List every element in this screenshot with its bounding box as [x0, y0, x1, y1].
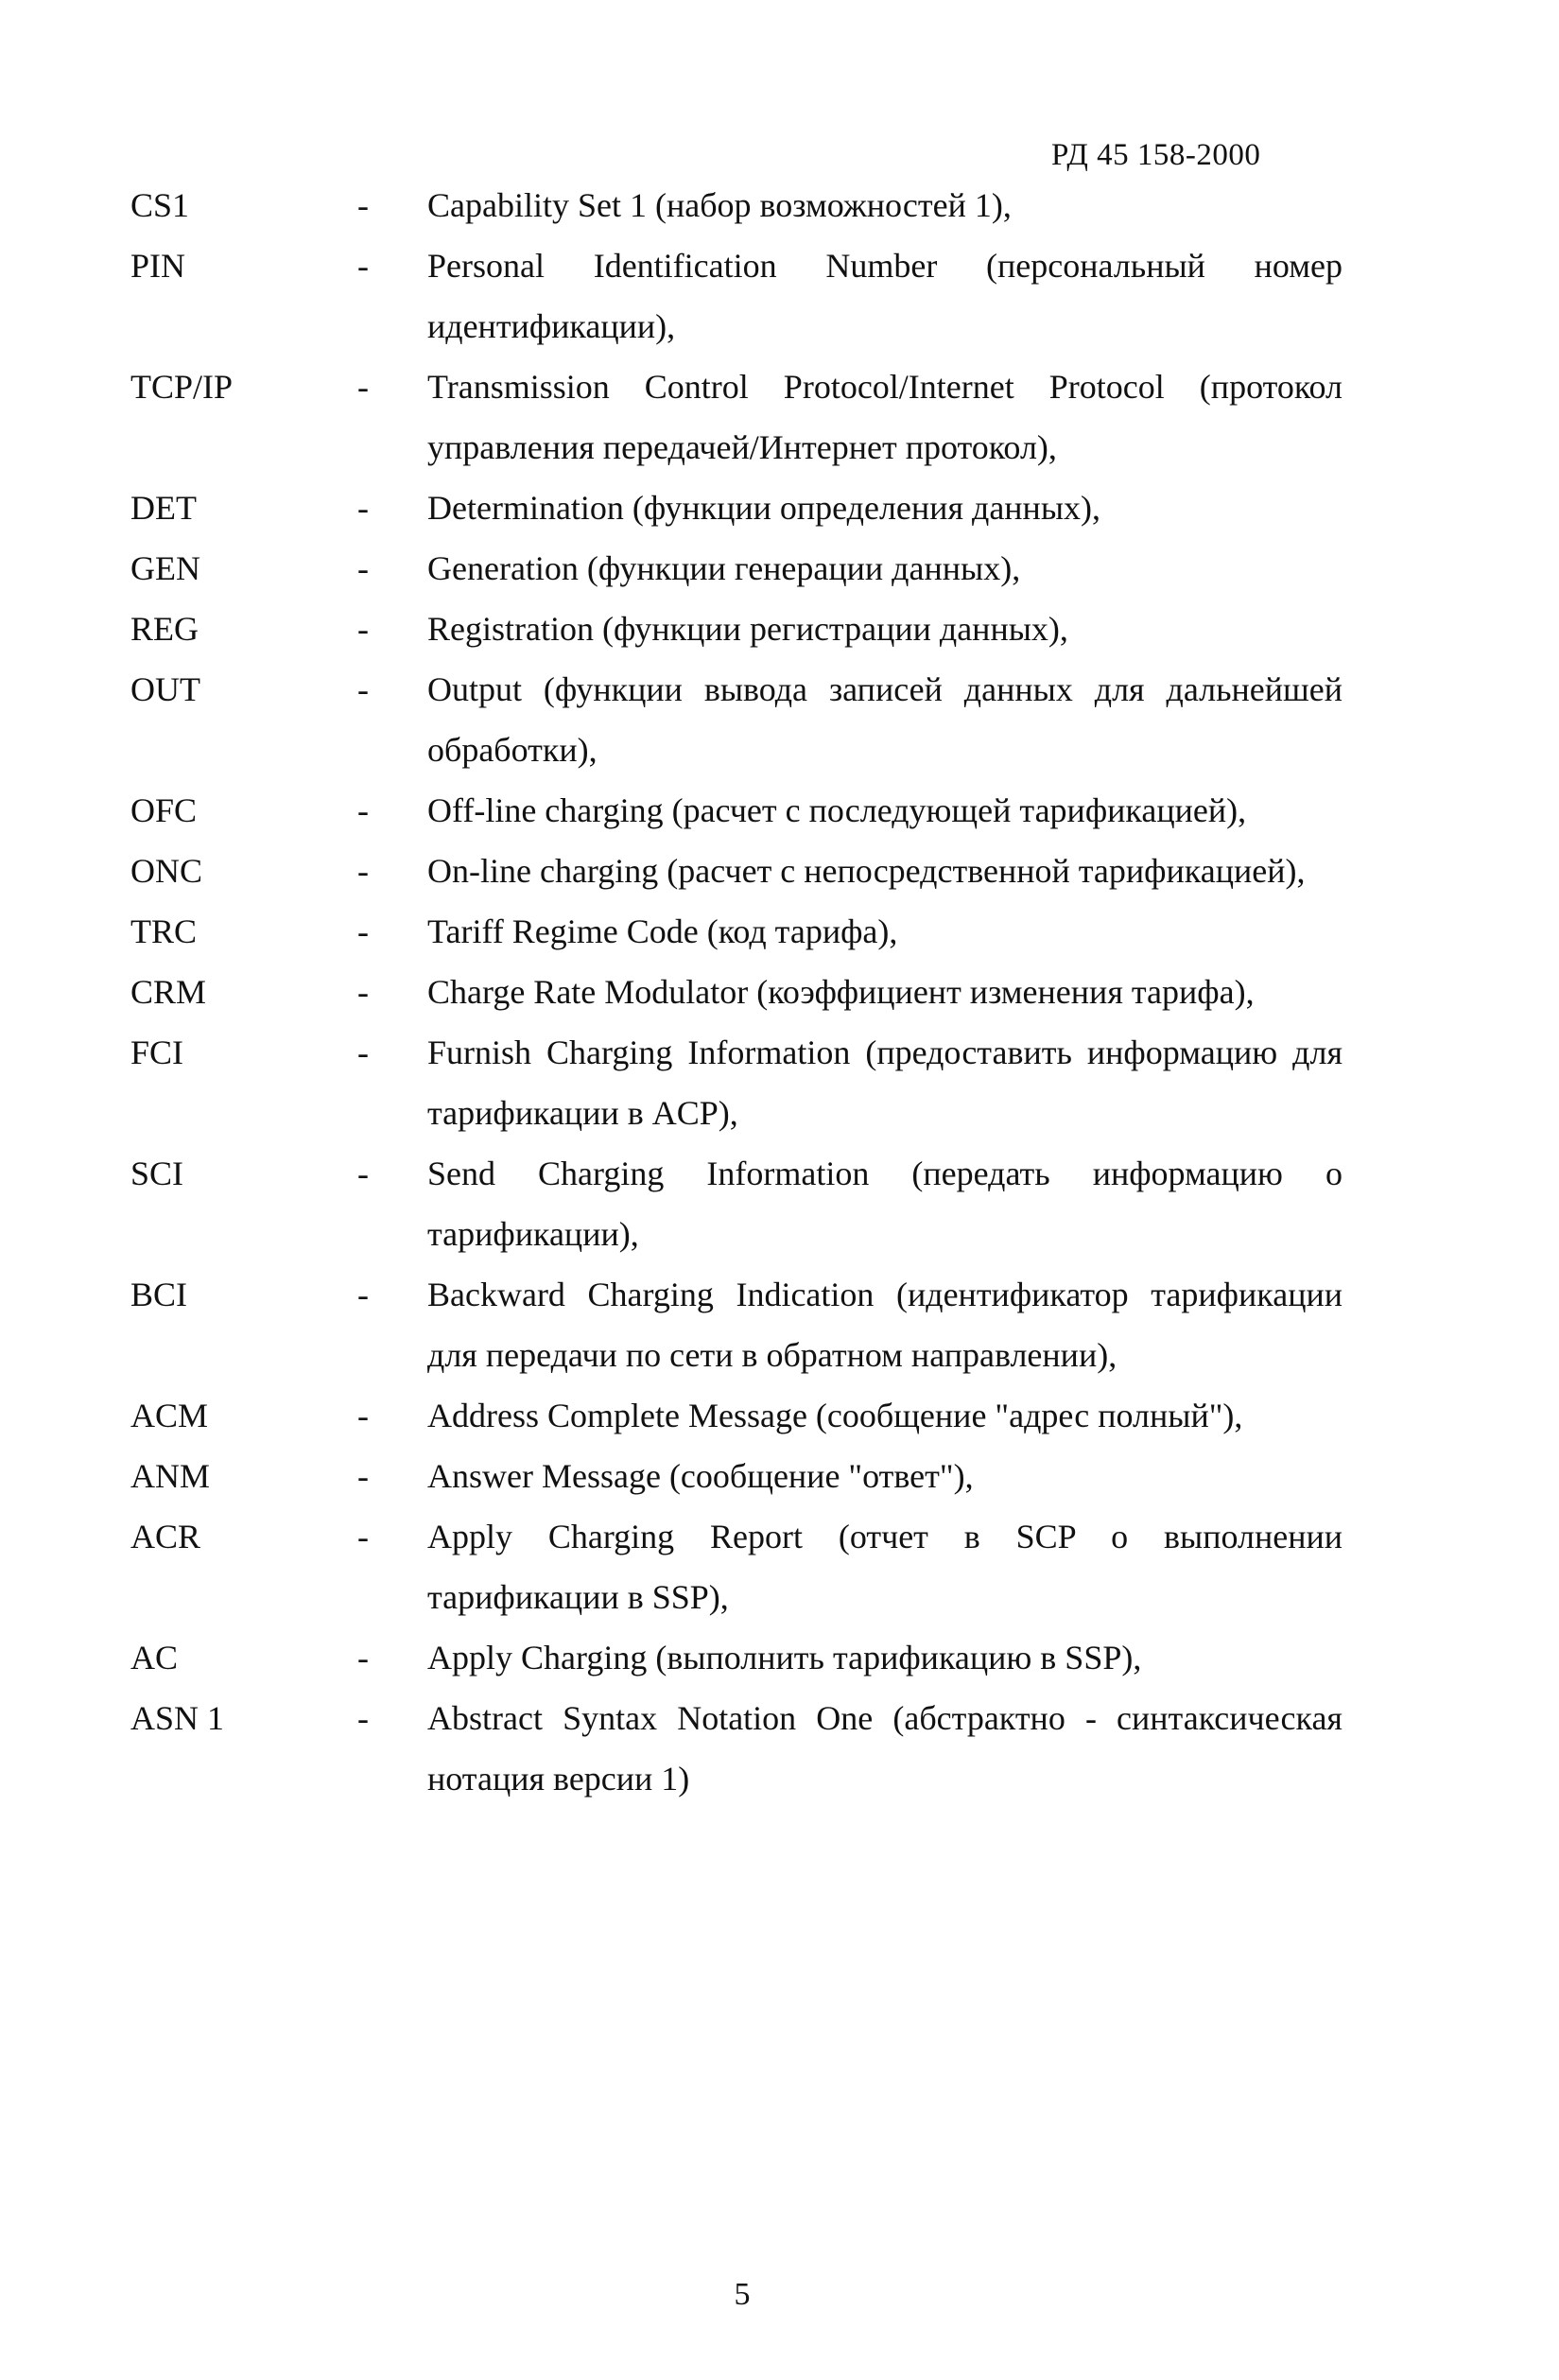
abbreviation-dash: - — [357, 670, 369, 708]
abbreviation-term: SCI — [130, 1155, 184, 1192]
abbreviation-description: Apply Charging (выполнить тарификацию в SSP), — [427, 1639, 1142, 1676]
abbreviation-row — [0, 1506, 1559, 1627]
abbreviation-term: FCI — [130, 1034, 184, 1071]
abbreviation-term: CS1 — [130, 186, 190, 224]
abbreviation-term: BCI — [130, 1276, 188, 1313]
abbreviation-dash: - — [357, 852, 369, 890]
abbreviation-dash: - — [357, 549, 369, 587]
abbreviation-row — [0, 1688, 1559, 1809]
abbreviation-term: ACR — [130, 1518, 201, 1555]
abbreviation-dash: - — [357, 1639, 369, 1676]
abbreviation-dash: - — [357, 1699, 369, 1737]
abbreviation-term: OUT — [130, 670, 200, 708]
abbreviation-dash: - — [357, 1397, 369, 1434]
abbreviation-list — [0, 175, 1559, 1809]
abbreviation-row — [0, 1143, 1559, 1264]
abbreviation-term: DET — [130, 489, 197, 527]
abbreviation-dash: - — [357, 489, 369, 527]
abbreviation-description: Tariff Regime Code (код тарифа), — [427, 912, 898, 950]
abbreviation-term: OFC — [130, 791, 198, 829]
abbreviation-dash: - — [357, 1518, 369, 1555]
abbreviation-term: AC — [130, 1639, 179, 1676]
abbreviation-dash: - — [357, 368, 369, 406]
abbreviation-description: Determination (функции определения данных), — [427, 489, 1101, 527]
abbreviation-dash: - — [357, 973, 369, 1011]
abbreviation-row — [0, 780, 1559, 841]
abbreviation-description: Registration (функции регистрации данных), — [427, 610, 1068, 648]
abbreviation-term: TCP/IP — [130, 368, 234, 406]
abbreviation-row — [0, 659, 1559, 780]
abbreviation-description: On-line charging (расчет с непосредственной тарификацией), — [427, 852, 1306, 890]
abbreviation-row — [0, 1264, 1559, 1385]
abbreviation-description: Send Charging Information (передать информацию о тарификации), — [427, 1155, 1342, 1253]
abbreviation-dash: - — [357, 186, 369, 224]
abbreviation-row — [0, 841, 1559, 901]
abbreviation-description: Answer Message (сообщение "ответ"), — [427, 1457, 974, 1495]
abbreviation-description: Apply Charging Report (отчет в SCP о выполнении тарификации в SSP), — [427, 1518, 1342, 1616]
abbreviation-row — [0, 599, 1559, 659]
abbreviation-row — [0, 235, 1559, 356]
abbreviation-dash: - — [357, 1457, 369, 1495]
abbreviation-row — [0, 901, 1559, 962]
abbreviation-row — [0, 1627, 1559, 1688]
abbreviation-row — [0, 1022, 1559, 1143]
abbreviation-term: TRC — [130, 912, 198, 950]
abbreviation-description: Backward Charging Indication (идентификатор тарификации для передачи по сети в обратном направлении), — [427, 1276, 1342, 1374]
abbreviation-description: Address Complete Message (сообщение "адрес полный"), — [427, 1397, 1243, 1434]
abbreviation-term: ASN 1 — [130, 1699, 225, 1737]
page-number: 5 — [734, 2277, 751, 2312]
abbreviation-row — [0, 1446, 1559, 1506]
abbreviation-term: PIN — [130, 247, 186, 285]
abbreviation-description: Charge Rate Modulator (коэффициент изменения тарифа), — [427, 973, 1255, 1011]
abbreviation-row — [0, 175, 1559, 235]
abbreviation-term: CRM — [130, 973, 207, 1011]
abbreviation-term: ANM — [130, 1457, 211, 1495]
abbreviation-description: Off-line charging (расчет с последующей тарификацией), — [427, 791, 1247, 829]
abbreviation-row — [0, 478, 1559, 538]
abbreviation-dash: - — [357, 1034, 369, 1071]
abbreviation-description: Capability Set 1 (набор возможностей 1), — [427, 186, 1012, 224]
abbreviation-term: GEN — [130, 549, 200, 587]
abbreviation-description: Abstract Syntax Notation One (абстрактно - синтаксическая нотация версии 1) — [427, 1699, 1342, 1798]
abbreviation-description: Output (функции вывода записей данных для дальнейшей обработки), — [427, 670, 1342, 769]
abbreviation-description: Personal Identification Number (персональный номер идентификации), — [427, 247, 1342, 345]
abbreviation-dash: - — [357, 791, 369, 829]
abbreviation-description: Generation (функции генерации данных), — [427, 549, 1021, 587]
abbreviation-dash: - — [357, 1276, 369, 1313]
abbreviation-dash: - — [357, 1155, 369, 1192]
abbreviation-row — [0, 356, 1559, 478]
abbreviation-description: Furnish Charging Information (предоставить информацию для тарификации в ACP), — [427, 1034, 1342, 1132]
abbreviation-dash: - — [357, 247, 369, 285]
abbreviation-term: ACM — [130, 1397, 209, 1434]
abbreviation-term: REG — [130, 610, 199, 648]
abbreviation-row — [0, 1385, 1559, 1446]
abbreviation-row — [0, 962, 1559, 1022]
document-id: РД 45 158-2000 — [1051, 138, 1261, 172]
abbreviation-dash: - — [357, 610, 369, 648]
abbreviation-row — [0, 538, 1559, 599]
abbreviation-term: ONC — [130, 852, 203, 890]
abbreviation-dash: - — [357, 912, 369, 950]
abbreviation-description: Transmission Control Protocol/Internet Protocol (протокол управления передачей/Интернет протокол), — [427, 368, 1342, 466]
